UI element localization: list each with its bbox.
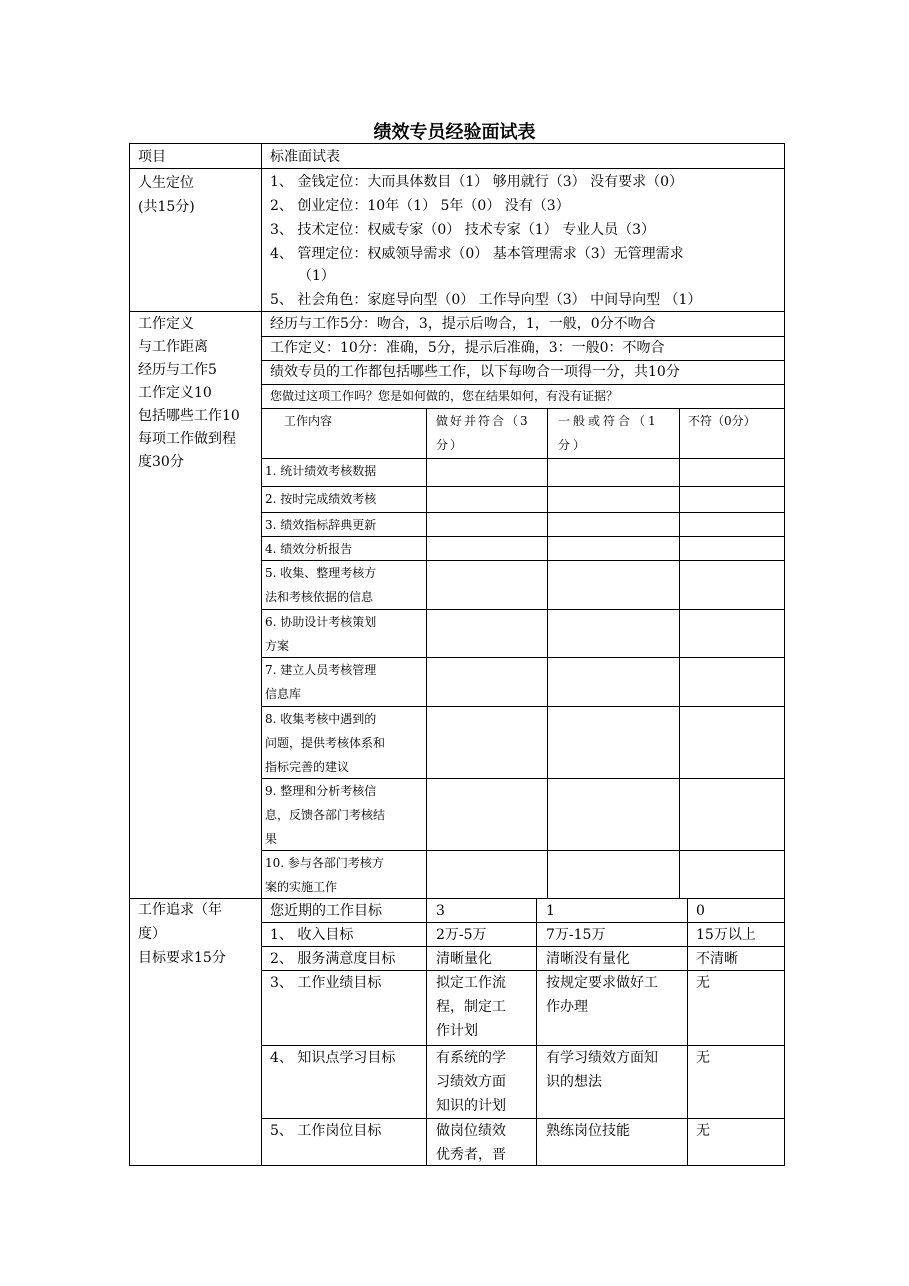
- table-header: 一般或符合（1: [558, 414, 659, 428]
- table-header: 工作内容: [284, 414, 333, 428]
- table-header: 不符（0分）: [688, 414, 756, 428]
- table-cell: 无: [696, 1123, 710, 1139]
- table-rule: [679, 408, 680, 899]
- table-cell: 拟定工作流: [436, 975, 506, 991]
- table-rule: [687, 898, 688, 1166]
- section-label: 人生定位: [138, 175, 194, 191]
- table-cell: 0: [696, 903, 705, 919]
- section-label: 每项工作做到程: [138, 431, 236, 447]
- table-cell: 4、 知识点学习目标: [270, 1050, 396, 1066]
- list-item: 5. 收集、整理考核方: [265, 566, 377, 580]
- criteria-line: 经历与工作5分：吻合，3，提示后吻合，1，一般，0分不吻合: [270, 316, 656, 332]
- table-header: 做好并符合（3: [436, 414, 530, 428]
- criteria-line: （1）: [298, 268, 335, 284]
- list-item: 信息库: [265, 687, 302, 701]
- table-cell: 无: [696, 975, 710, 991]
- criteria-line: 您做过这项工作吗？您是如何做的，您在结果如何，有没有证据？: [270, 389, 619, 403]
- table-rule: [547, 408, 548, 899]
- list-item: 案的实施工作: [265, 880, 338, 894]
- criteria-line: 5、 社会角色：家庭导向型（0） 工作导向型（3） 中间导向型 （1）: [270, 292, 702, 308]
- table-cell: 1: [546, 903, 555, 919]
- table-rule: [784, 143, 785, 1166]
- list-item: 10. 参与各部门考核方: [265, 856, 384, 870]
- table-cell: 程，制定工: [436, 999, 506, 1015]
- list-item: 指标完善的建议: [265, 760, 350, 774]
- list-item: 4. 绩效分析报告: [265, 542, 353, 556]
- criteria-line: 绩效专员的工作都包括哪些工作，以下每吻合一项得一分，共10分: [270, 364, 680, 380]
- table-rule: [129, 168, 785, 169]
- table-cell: 1、 收入目标: [270, 927, 354, 943]
- section-label: 包括哪些工作10: [138, 408, 240, 424]
- criteria-line: 2、 创业定位：10年（1） 5年（0） 没有（3）: [270, 198, 570, 214]
- list-item: 果: [265, 832, 278, 846]
- section-label: 工作追求（年: [138, 902, 222, 918]
- list-item: 问题，提供考核体系和: [265, 736, 386, 750]
- table-cell: 清晰没有量化: [546, 951, 630, 967]
- table-cell: 清晰量化: [436, 951, 492, 967]
- table-cell: 3: [436, 903, 445, 919]
- list-item: 方案: [265, 639, 290, 653]
- section-label: 度30分: [138, 454, 184, 470]
- criteria-line: 3、 技术定位：权威专家（0） 技术专家（1） 专业人员（3）: [270, 222, 655, 238]
- table-cell: 优秀者，晋: [436, 1147, 506, 1163]
- table-cell: 2、 服务满意度目标: [270, 951, 396, 967]
- table-cell: 习绩效方面: [436, 1074, 506, 1090]
- table-cell: 做岗位绩效: [436, 1123, 506, 1139]
- header-standard-label: 标准面试表: [270, 149, 340, 165]
- header-item-label: 项目: [138, 149, 166, 165]
- table-cell: 按规定要求做好工: [546, 975, 658, 991]
- table-rule: [261, 143, 262, 1166]
- table-cell: 识的想法: [546, 1074, 602, 1090]
- table-cell: 有学习绩效方面知: [546, 1050, 658, 1066]
- table-header: 分）: [558, 438, 589, 452]
- list-item: 9. 整理和分析考核信: [265, 784, 377, 798]
- section-label: (共15分): [138, 199, 195, 215]
- list-item: 8. 收集考核中遇到的: [265, 712, 377, 726]
- table-cell: 熟练岗位技能: [546, 1123, 630, 1139]
- section-label: 与工作距离: [138, 339, 208, 355]
- table-rule: [129, 143, 785, 144]
- table-rule: [129, 143, 130, 1166]
- list-item: 7. 建立人员考核管理: [265, 663, 377, 677]
- list-item: 6. 协助设计考核策划: [265, 615, 377, 629]
- list-item: 息，反馈各部门考核结: [265, 808, 386, 822]
- table-cell: 无: [696, 1050, 710, 1066]
- list-item: 法和考核依据的信息: [265, 590, 374, 604]
- table-cell: 不清晰: [696, 951, 738, 967]
- list-item: 1. 统计绩效考核数据: [265, 464, 377, 478]
- section-label: 经历与工作5: [138, 362, 217, 378]
- section-label: 目标要求15分: [138, 950, 226, 966]
- table-cell: 7万-15万: [546, 927, 606, 943]
- table-rule: [426, 408, 427, 899]
- table-cell: 2万-5万: [436, 927, 487, 943]
- table-cell: 作办理: [546, 999, 588, 1015]
- page-title: 绩效专员经验面试表: [373, 122, 536, 143]
- section-label: 工作定义10: [138, 385, 212, 401]
- table-rule: [426, 898, 427, 1166]
- table-cell: 有系统的学: [436, 1050, 506, 1066]
- criteria-line: 1、 金钱定位：大而具体数目（1） 够用就行（3） 没有要求（0）: [270, 174, 683, 190]
- list-item: 2. 按时完成绩效考核: [265, 492, 377, 506]
- section-label: 度）: [138, 926, 166, 942]
- criteria-line: 4、 管理定位：权威领导需求（0） 基本管理需求（3）无管理需求: [270, 246, 684, 262]
- table-cell: 15万以上: [696, 927, 756, 943]
- table-cell: 5、 工作岗位目标: [270, 1123, 382, 1139]
- section-label: 工作定义: [138, 316, 194, 332]
- list-item: 3. 绩效指标辞典更新: [265, 518, 377, 532]
- criteria-line: 工作定义：10分：准确，5分，提示后准确，3：一般0：不吻合: [270, 340, 665, 356]
- table-cell: 作计划: [436, 1023, 478, 1039]
- table-rule: [536, 898, 537, 1166]
- table-cell: 3、 工作业绩目标: [270, 975, 382, 991]
- table-cell: 知识的计划: [436, 1098, 506, 1114]
- table-cell: 您近期的工作目标: [270, 903, 382, 919]
- table-header: 分）: [436, 438, 465, 452]
